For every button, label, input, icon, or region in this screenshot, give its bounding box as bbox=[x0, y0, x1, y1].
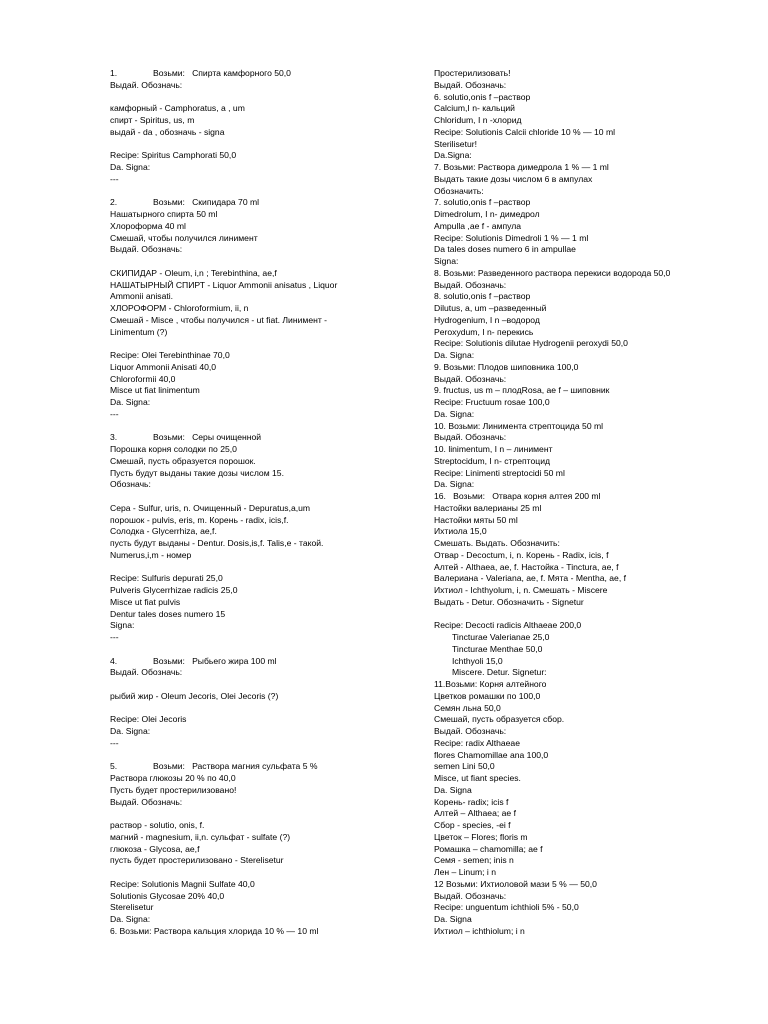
text-line: раствор - solutio, onis, f. bbox=[110, 820, 205, 830]
text-line: Dilutus, a, um –разведенный bbox=[434, 303, 547, 313]
text-line: Раствора глюкозы 20 % по 40,0 bbox=[110, 773, 236, 783]
text-line: 1. Возьми: Спирта камфорного 50,0 bbox=[110, 68, 291, 78]
text-line: Recipe: Fructuum rosae 100,0 bbox=[434, 397, 550, 407]
text-line: Recipe: Linimenti streptocidi 50 ml bbox=[434, 467, 565, 478]
text-line: Da. Signa: bbox=[110, 914, 151, 924]
text-line: Ромашка – chamomilla; ae f bbox=[434, 843, 543, 854]
text-line: 9. fructus, us m – плодRosa, ae f – шиповник bbox=[434, 385, 610, 396]
text-line: 16. Возьми: Отвара корня алтея 200 ml bbox=[434, 491, 601, 501]
text-line: Пусть будут выданы такие дозы числом 15. bbox=[110, 467, 284, 478]
text-line: Da tales doses numero 6 in ampullae bbox=[434, 244, 576, 255]
text-line: 12 Возьми: Ихтиоловой мази 5 % — 50,0 bbox=[434, 878, 597, 889]
text-line: Da. Signa: bbox=[434, 479, 475, 490]
text-line: Dimedrolum, I n- димедрол bbox=[434, 209, 540, 219]
text-line: Streptocidum, I n- стрептоцид bbox=[434, 455, 551, 466]
text-line: Выдать - Detur. Обозначить - Signetur bbox=[434, 596, 584, 607]
text-line: Chloridum, I n -хлорид bbox=[434, 115, 522, 125]
text-line: Da. Signa: bbox=[110, 726, 151, 736]
text-line: Recipe: Sulfuris depurati 25,0 bbox=[110, 573, 223, 584]
text-line: Отвар - Decoctum, i, n. Корень - Radix, icis, f bbox=[434, 549, 609, 560]
text-line: 6. Возьми: Раствора кальция хлорида 10 % — 10 ml bbox=[110, 925, 319, 936]
blank-line bbox=[110, 808, 392, 820]
text-line: Recipe: unguentum ichthioli 5% - 50,0 bbox=[434, 902, 579, 913]
text-line: Recipe: Olei Terebinthinae 70,0 bbox=[110, 350, 230, 360]
text-line: Порошка корня солодки по 25,0 bbox=[110, 444, 237, 454]
blank-line bbox=[110, 867, 392, 879]
blank-line bbox=[110, 644, 392, 656]
text-line: Выдай. Обозначь: bbox=[110, 244, 183, 255]
text-line: Recipe: Olei Jecoris bbox=[110, 714, 187, 725]
text-line: Простерилизовать! bbox=[434, 68, 511, 78]
text-line: Нашатырного спирта 50 ml bbox=[110, 209, 218, 219]
text-line: пусть будут выданы - Dentur. Dosis,is,f. Talis,e - такой. bbox=[110, 538, 324, 548]
text-line: Семян льна 50,0 bbox=[434, 702, 501, 713]
text-line: --- bbox=[110, 173, 119, 184]
blank-line bbox=[110, 491, 392, 503]
text-line: Семя - semen; inis n bbox=[434, 855, 514, 866]
text-line: Recipe: radix Althaeae bbox=[434, 737, 520, 748]
text-line: 8. Возьми: Разведенного раствора перекиси водорода 50,0 bbox=[434, 267, 671, 278]
text-line: Выдай. Обозначь: bbox=[110, 796, 183, 807]
text-line: Da. Signa bbox=[434, 784, 472, 795]
text-line: Misce ut fiat linimentum bbox=[110, 385, 200, 396]
text-line: flores Chamomillae ana 100,0 bbox=[434, 749, 549, 760]
text-line: выдай - da , обозначь - signa bbox=[110, 126, 225, 137]
text-line: Цветков ромашки по 100,0 bbox=[434, 690, 541, 701]
text-line: Смешай, пусть образуется порошок. bbox=[110, 455, 256, 466]
text-line: Цветок – Flores; floris m bbox=[434, 831, 528, 842]
blank-line bbox=[110, 421, 392, 433]
text-line: Алтей – Althaea; ae f bbox=[434, 808, 516, 819]
text-line: Смешать. Выдать. Обозначить: bbox=[434, 538, 560, 548]
text-line: Tincturae Valerianae 25,0 bbox=[452, 632, 550, 642]
text-line: Signa: bbox=[434, 256, 459, 266]
text-line: Настойки мяты 50 ml bbox=[434, 514, 518, 525]
text-line: Peroxydum, I n- перекись bbox=[434, 326, 534, 337]
text-line: Sterelisetur bbox=[110, 902, 154, 913]
text-line: Ammonii anisati. bbox=[110, 291, 174, 302]
text-line: Ichthyoli 15,0 bbox=[452, 655, 503, 666]
text-line: Numerus,i,m - номер bbox=[110, 549, 192, 560]
right-column bbox=[434, 68, 734, 938]
text-line: Recipe: Solutionis Calcii chloride 10 % — 10 ml bbox=[434, 126, 616, 137]
text-line: ХЛОРОФОРМ - Chloroformium, ii, n bbox=[110, 303, 249, 313]
text-line: Solutionis Glycosae 20% 40,0 bbox=[110, 890, 225, 901]
text-line: Смешай - Misce , чтобы получился - ut fiat. Линимент - bbox=[110, 314, 328, 325]
text-line: 2. Возьми: Скипидара 70 ml bbox=[110, 197, 260, 208]
text-line: Chloroformii 40,0 bbox=[110, 373, 176, 384]
text-line: спирт - Spiritus, us, m bbox=[110, 115, 195, 125]
text-line: 10. linimentum, I n – линимент bbox=[434, 444, 553, 454]
text-line: Da. Signa: bbox=[110, 397, 151, 407]
text-line: Выдай. Обозначь: bbox=[434, 432, 507, 443]
text-line: Dentur tales doses numero 15 bbox=[110, 608, 226, 619]
text-line: 3. Возьми: Серы очищенной bbox=[110, 432, 262, 443]
text-line: Ихтиола 15,0 bbox=[434, 526, 487, 537]
text-line: --- bbox=[110, 737, 119, 748]
text-line: Валериана - Valeriana, ae, f. Мята - Mentha, ae, f bbox=[434, 573, 626, 584]
text-line: Liquor Ammonii Anisati 40,0 bbox=[110, 361, 217, 372]
text-line: НАШАТЫРНЫЙ СПИРТ - Liquor Ammonii anisatus , Liquor bbox=[110, 279, 338, 290]
text-line: Recipe: Solutionis Dimedroli 1 % — 1 ml bbox=[434, 232, 589, 243]
text-line: Корень- radix; icis f bbox=[434, 796, 509, 807]
blank-line bbox=[110, 703, 392, 715]
text-line: Выдай. Обозначь: bbox=[110, 667, 183, 678]
text-line: Miscere. Detur. Signetur: bbox=[452, 667, 547, 678]
text-line: Ихтиол – ichthiolum; i n bbox=[434, 925, 525, 936]
text-line: 7. solutio,onis f –раствор bbox=[434, 197, 531, 208]
text-line: 9. Возьми: Плодов шиповника 100,0 bbox=[434, 361, 579, 372]
text-line: Выдай. Обозначь: bbox=[434, 373, 507, 384]
text-line: Linimentum (?) bbox=[110, 326, 168, 337]
text-line: Pulveris Glycerrhizae radicis 25,0 bbox=[110, 585, 238, 595]
blank-line bbox=[110, 186, 392, 198]
text-line: Recipe: Decocti radicis Althaeae 200,0 bbox=[434, 620, 582, 631]
blank-line bbox=[110, 139, 392, 151]
text-line: 8. solutio,onis f –раствор bbox=[434, 291, 531, 302]
text-line: Calcium,I n- кальций bbox=[434, 103, 515, 114]
text-line: камфорный - Camphoratus, a , um bbox=[110, 103, 245, 114]
text-line: Сера - Sulfur, uris, n. Очищенный - Depuratus,a,um bbox=[110, 502, 311, 513]
text-line: Пусть будет простерилизовано! bbox=[110, 784, 237, 795]
text-line: Лен – Linum; i n bbox=[434, 867, 496, 877]
blank-line bbox=[110, 750, 392, 762]
text-line: Recipe: Solutionis dilutae Hydrogenii peroxydi 50,0 bbox=[434, 338, 628, 349]
text-line: Выдай. Обозначь: bbox=[434, 890, 507, 901]
blank-line bbox=[110, 256, 392, 268]
text-line: Misce, ut fiant species. bbox=[434, 773, 521, 783]
text-line: СКИПИДАР - Oleum, i,n ; Terebinthina, ae,f bbox=[110, 267, 277, 278]
text-line: Выдай. Обозначь: bbox=[434, 279, 507, 290]
text-line: Выдай. Обозначь: bbox=[434, 79, 507, 90]
text-line: --- bbox=[110, 408, 119, 419]
text-line: Настойки валерианы 25 ml bbox=[434, 502, 542, 513]
text-line: Сбор - species, -ei f bbox=[434, 820, 511, 830]
text-line: Выдай. Обозначь: bbox=[110, 79, 183, 90]
text-line: Sterilisetur! bbox=[434, 138, 477, 149]
text-line: магний - magnesium, ii,n. сульфат - sulfate (?) bbox=[110, 831, 291, 842]
text-line: пусть будет простерилизовано - Sterelisetur bbox=[110, 855, 284, 866]
blank-line bbox=[110, 562, 392, 574]
text-line: Misce ut fiat pulvis bbox=[110, 596, 181, 607]
text-line: Da. Signa bbox=[434, 914, 472, 924]
text-line: Da.Signa: bbox=[434, 150, 472, 161]
text-line: 11.Возьми: Корня алтейного bbox=[434, 679, 547, 689]
text-line: Обозначь: bbox=[110, 479, 151, 490]
text-line: Signa: bbox=[110, 620, 135, 631]
text-line: Tincturae Menthae 50,0 bbox=[452, 643, 543, 654]
text-line: 7. Возьми: Раствора димедрола 1 % — 1 ml bbox=[434, 162, 609, 172]
text-line: Da. Signa: bbox=[434, 408, 475, 419]
text-line: рыбий жир - Oleum Jecoris, Olei Jecoris (?) bbox=[110, 690, 279, 701]
text-line: 4. Возьми: Рыбьего жира 100 ml bbox=[110, 655, 277, 666]
blank-line bbox=[110, 92, 392, 104]
text-line: порошок - pulvis, eris, m. Корень - radix, icis,f. bbox=[110, 514, 289, 525]
text-line: --- bbox=[110, 632, 119, 642]
text-line: 6. solutio,onis f –раствор bbox=[434, 91, 531, 102]
text-line: Солодка - Glycerrhiza, ae,f. bbox=[110, 526, 217, 537]
text-line: Выдать такие дозы числом 6 в ампулах bbox=[434, 173, 593, 184]
text-line: Da. Signa: bbox=[434, 350, 475, 360]
left-column bbox=[110, 68, 392, 938]
blank-line bbox=[434, 609, 734, 621]
text-line: Выдай. Обозначь: bbox=[434, 726, 507, 736]
text-line: глюкоза - Glycosa, ae,f bbox=[110, 843, 200, 854]
blank-line bbox=[110, 679, 392, 691]
text-line: Обозначить: bbox=[434, 185, 484, 196]
text-line: Смешай, пусть образуется сбор. bbox=[434, 714, 565, 725]
text-line: Recipe: Spiritus Camphorati 50,0 bbox=[110, 150, 237, 161]
text-line: Ampulla ,ae f - ампула bbox=[434, 220, 522, 231]
text-line: Recipe: Solutionis Magnii Sulfate 40,0 bbox=[110, 878, 255, 889]
text-line: Смешай, чтобы получился линимент bbox=[110, 232, 258, 243]
text-line: Hydrogenium, I n –водород bbox=[434, 314, 540, 325]
blank-line bbox=[110, 338, 392, 350]
text-line: Da. Signa: bbox=[110, 162, 151, 172]
text-line: semen Lini 50,0 bbox=[434, 761, 495, 772]
text-line: Ихтиол - Ichthyolum, i, n. Смешать - Miscere bbox=[434, 585, 608, 595]
text-line: 5. Возьми: Раствора магния сульфата 5 % bbox=[110, 761, 318, 772]
text-line: Алтей - Althaea, ae, f. Настойка - Tinctura, ae, f bbox=[434, 561, 619, 572]
text-line: Хлороформа 40 ml bbox=[110, 220, 186, 231]
text-line: 10. Возьми: Линимента стрептоцида 50 ml bbox=[434, 420, 604, 431]
